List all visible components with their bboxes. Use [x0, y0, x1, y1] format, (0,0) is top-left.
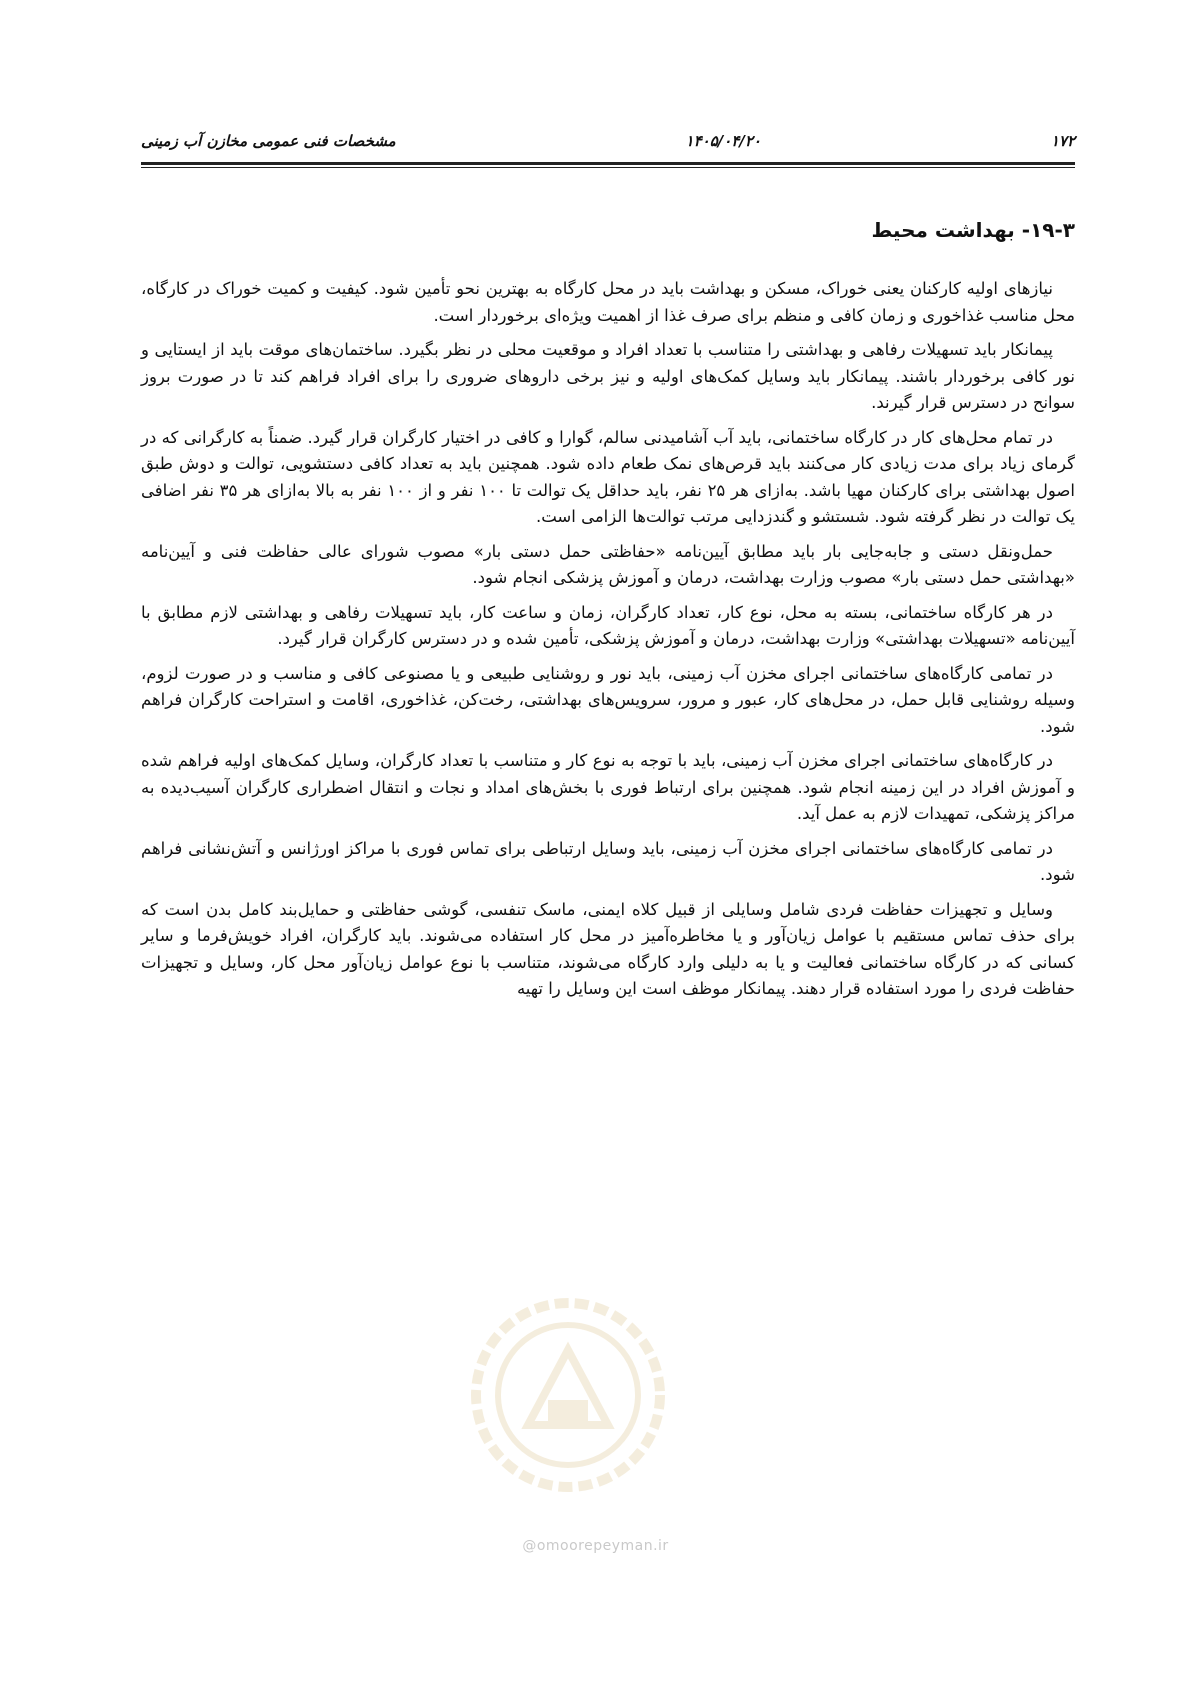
header-rule — [141, 162, 1075, 168]
body-text — [141, 276, 1075, 1011]
section-heading: ۱۹-۳- بهداشت محیط — [871, 218, 1075, 242]
watermark-logo-icon — [468, 1295, 668, 1495]
paragraph: نیازهای اولیه کارکنان یعنی خوراک، مسکن و بهداشت باید در محل کارگاه به بهترین نحو تأمین شود. کیفیت و کمیت خوراک در کارگاه، محل مناسب غذاخوری و زمان کافی و منظم برای صرف غذا از اهمیت ویژه‌ای برخوردار است. — [141, 279, 1075, 325]
paragraph: حمل‌ونقل دستی و جابه‌جایی بار باید مطابق آیین‌نامه «حفاظتی حمل دستی بار» مصوب شورای عالی حفاظت فنی و آیین‌نامه «بهداشتی حمل دستی بار» مصوب وزارت بهداشت، درمان و آموزش پزشکی انجام شود. — [141, 541, 1075, 587]
paragraph: در کارگاه‌های ساختمانی اجرای مخزن آب زمینی، باید با توجه به نوع کار و متناسب با تعداد کارگران، وسایل کمک‌های اولیه فراهم شده و آموزش افراد در این زمینه انجام شود. همچنین برای ارتباط فوری با بخش‌های امداد و نجات و انتقال اضطراری کارگران آسیب‌دیده به مراکز پزشکی، تمهیدات لازم به عمل آید. — [141, 751, 1075, 823]
paragraph: وسایل و تجهیزات حفاظت فردی شامل وسایلی از قبیل کلاه ایمنی، ماسک تنفسی، گوشی حفاظتی و حمایل‌بند کامل بدن است که برای حذف تماس مستقیم با عوامل زیان‌آور و یا مخاطره‌آمیز در محل کار استفاده می‌شوند. باید کارگران، افراد خویش‌فرما و سایر کسانی که در کارگاه ساختمانی فعالیت و یا به دلیلی وارد کارگاه می‌شوند، متناسب با نوع عوامل زیان‌آور محل کار، وسایل و تجهیزات حفاظت فردی را مورد استفاده قرار دهند. پیمانکار موظف است این وسایل را تهیه — [141, 899, 1075, 998]
paragraph: پیمانکار باید تسهیلات رفاهی و بهداشتی را متناسب با تعداد افراد و موقعیت محلی در نظر بگیرد. ساختمان‌های موقت باید از ایستایی و نور کافی برخوردار باشند. پیمانکار باید وسایل کمک‌های اولیه و نیز برخی داروهای ضروری را برای افراد فراهم کند تا در صورت بروز سوانح در دسترس قرار گیرند. — [141, 340, 1075, 412]
paragraph: در تمام محل‌های کار در کارگاه ساختمانی، باید آب آشامیدنی سالم، گوارا و کافی در اختیار کارگران قرار گیرد. ضمناً به کارگرانی که در گرمای زیاد برای مدت زیادی کار می‌کنند باید قرص‌های نمک طعام داده شود. همچنین باید به تعداد کافی دستشویی، توالت و دوش طبق اصول بهداشتی برای کارکنان مهیا باشد. به‌ازای هر ۲۵ نفر، باید حداقل یک توالت تا ۱۰۰ نفر و از ۱۰۰ نفر به بالا به‌ازای هر ۳۵ نفر اضافی یک توالت در نظر گرفته شود. شستشو و گندزدایی مرتب توالت‌ها الزامی است. — [141, 427, 1075, 526]
watermark-text: @omoorepeyman.ir — [522, 1538, 669, 1554]
paragraph: در هر کارگاه ساختمانی، بسته به محل، نوع کار، تعداد کارگران، زمان و ساعت کار، باید تسهیلات رفاهی و بهداشتی لازم مطابق با آیین‌نامه «تسهیلات بهداشتی» وزارت بهداشت، درمان و آموزش پزشکی، تأمین شده و در دسترس کارگران قرار گیرد. — [141, 602, 1075, 648]
running-header — [141, 128, 1075, 154]
document-title: مشخصات فنی عمومی مخازن آب زمینی — [141, 132, 396, 150]
header-date: ۱۴۰۵/۰۴/۲۰ — [685, 132, 761, 150]
page-number: ۱۷۲ — [1050, 132, 1075, 150]
paragraph: در تمامی کارگاه‌های ساختمانی اجرای مخزن آب زمینی، باید وسایل ارتباطی برای تماس فوری با مراکز اورژانس و آتش‌نشانی فراهم شود. — [141, 838, 1075, 884]
paragraph: در تمامی کارگاه‌های ساختمانی اجرای مخزن آب زمینی، باید نور و روشنایی طبیعی و یا مصنوعی کافی و مناسب و در صورت لزوم، وسیله روشنایی قابل حمل، در محل‌های کار، عبور و مرور، سرویس‌های بهداشتی، رخت‌کن، غذاخوری، اقامت و استراحت کارگران فراهم شود. — [141, 663, 1075, 736]
